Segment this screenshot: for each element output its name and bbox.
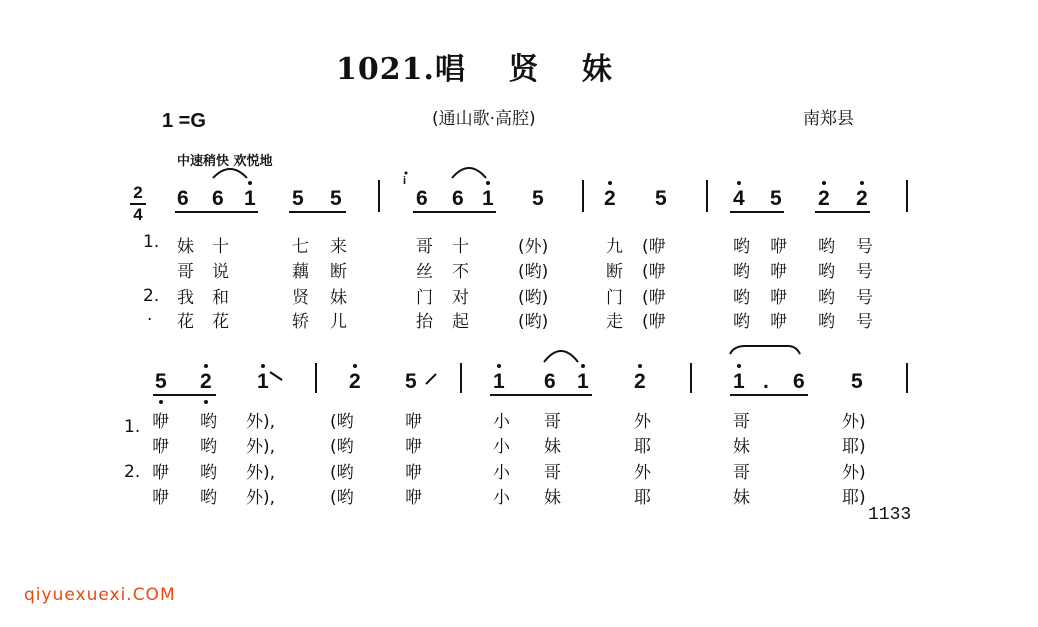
lyric-syllable: 外), bbox=[246, 463, 276, 483]
tempo-marking: 中速稍快 欢悦地 bbox=[177, 154, 273, 169]
lyric-syllable: 妹 bbox=[544, 437, 561, 457]
lyric-syllable: 哥 bbox=[733, 463, 750, 483]
note: 1 bbox=[577, 370, 589, 393]
lyric-syllable: (哟 bbox=[330, 437, 354, 457]
lyric-syllable: 花 bbox=[177, 312, 194, 332]
lyric-syllable: 妹 bbox=[177, 237, 194, 257]
lyric-syllable: 起 bbox=[452, 312, 469, 332]
note: 6 bbox=[452, 187, 464, 210]
lyric-syllable: 耶) bbox=[842, 437, 866, 457]
lyric-syllable: 妹 bbox=[733, 488, 750, 508]
lyric-syllable: 耶) bbox=[842, 488, 866, 508]
lyric-syllable: 七 bbox=[292, 237, 309, 257]
lyric-syllable: 哟 bbox=[733, 312, 750, 332]
verse-label: 2. bbox=[124, 462, 141, 482]
note: 5 bbox=[655, 187, 667, 210]
lyric-syllable: 咿 bbox=[152, 488, 169, 508]
lyric-syllable: 外) bbox=[842, 463, 866, 483]
verse-label: 2. bbox=[143, 286, 160, 306]
lyric-syllable: 哥 bbox=[544, 463, 561, 483]
lyric-syllable: 哟 bbox=[818, 237, 835, 257]
lyric-syllable: 哥 bbox=[177, 262, 194, 282]
genre-label: (通山歌·高腔) bbox=[432, 109, 536, 129]
lyric-syllable: 哟 bbox=[200, 463, 217, 483]
note: 6 bbox=[793, 370, 805, 393]
note: 1 bbox=[733, 370, 745, 393]
lyric-syllable: 哟 bbox=[733, 288, 750, 308]
note: 1 bbox=[257, 370, 269, 393]
verse-label: 1. bbox=[124, 417, 141, 437]
lyric-syllable: 说 bbox=[212, 262, 229, 282]
lyric-syllable: (哟 bbox=[330, 412, 354, 432]
lyric-syllable: 十 bbox=[212, 237, 229, 257]
lyric-syllable: 号 bbox=[856, 262, 873, 282]
lyric-syllable: 咿 bbox=[405, 463, 422, 483]
lyric-syllable: 不 bbox=[452, 262, 469, 282]
verse-label: · bbox=[147, 310, 153, 330]
lyric-syllable: (哟 bbox=[330, 463, 354, 483]
lyric-syllable: 门 bbox=[606, 288, 623, 308]
note: 2 bbox=[818, 187, 830, 210]
lyric-syllable: 耶 bbox=[634, 437, 651, 457]
lyric-syllable: 咿 bbox=[405, 437, 422, 457]
lyric-syllable: (哟 bbox=[330, 488, 354, 508]
note: 5 bbox=[292, 187, 304, 210]
note: 2 bbox=[604, 187, 616, 210]
lyric-syllable: 小 bbox=[493, 488, 510, 508]
lyric-syllable: 咿 bbox=[152, 412, 169, 432]
lyric-syllable: 咿 bbox=[770, 262, 787, 282]
lyric-syllable: 咿 bbox=[405, 488, 422, 508]
lyric-syllable: 咿 bbox=[152, 463, 169, 483]
lyric-syllable: (咿 bbox=[642, 288, 666, 308]
lyric-syllable: 儿 bbox=[330, 312, 347, 332]
lyric-syllable: 小 bbox=[493, 412, 510, 432]
lyric-syllable: 对 bbox=[452, 288, 469, 308]
lyric-syllable: 妹 bbox=[330, 288, 347, 308]
lyric-syllable: 哥 bbox=[544, 412, 561, 432]
lyric-syllable: 和 bbox=[212, 288, 229, 308]
note: 5 bbox=[851, 370, 863, 393]
lyric-syllable: (咿 bbox=[642, 262, 666, 282]
lyric-syllable: 轿 bbox=[292, 312, 309, 332]
time-signature-top: 2 bbox=[133, 183, 143, 202]
lyric-syllable: (哟) bbox=[518, 312, 549, 332]
lyric-syllable: 走 bbox=[606, 312, 623, 332]
lyric-syllable: 咿 bbox=[770, 288, 787, 308]
note: 2 bbox=[349, 370, 361, 393]
lyric-syllable: 外) bbox=[842, 412, 866, 432]
lyric-syllable: 外), bbox=[246, 437, 276, 457]
lyric-syllable: (哟) bbox=[518, 262, 549, 282]
lyric-syllable: 哟 bbox=[818, 312, 835, 332]
note: . bbox=[763, 370, 769, 393]
lyric-syllable: 哥 bbox=[416, 237, 433, 257]
note: 5 bbox=[330, 187, 342, 210]
note: 4 bbox=[733, 187, 745, 210]
lyric-syllable: 来 bbox=[330, 237, 347, 257]
lyric-syllable: (外) bbox=[518, 237, 549, 257]
note: 2 bbox=[634, 370, 646, 393]
lyric-syllable: 丝 bbox=[416, 262, 433, 282]
lyric-syllable: 咿 bbox=[770, 237, 787, 257]
note: 6 bbox=[177, 187, 189, 210]
lyric-syllable: 抬 bbox=[416, 312, 433, 332]
lyric-syllable: 咿 bbox=[405, 412, 422, 432]
lyric-syllable: 号 bbox=[856, 312, 873, 332]
lyric-syllable: 断 bbox=[606, 262, 623, 282]
lyric-syllable: (哟) bbox=[518, 288, 549, 308]
note: 6 bbox=[544, 370, 556, 393]
lyric-syllable: 哟 bbox=[200, 488, 217, 508]
lyric-syllable: 咿 bbox=[152, 437, 169, 457]
lyric-syllable: 号 bbox=[856, 237, 873, 257]
note: 5 bbox=[532, 187, 544, 210]
lyric-syllable: 门 bbox=[416, 288, 433, 308]
lyric-syllable: 外 bbox=[634, 463, 651, 483]
lyric-syllable: (咿 bbox=[642, 237, 666, 257]
note: 2 bbox=[200, 370, 212, 393]
lyric-syllable: 哟 bbox=[818, 262, 835, 282]
note: 2 bbox=[856, 187, 868, 210]
time-signature-bottom: 4 bbox=[133, 205, 143, 224]
lyric-syllable: 号 bbox=[856, 288, 873, 308]
lyric-syllable: 外 bbox=[634, 412, 651, 432]
lyric-syllable: 妹 bbox=[544, 488, 561, 508]
lyric-syllable: 我 bbox=[177, 288, 194, 308]
lyric-syllable: 咿 bbox=[770, 312, 787, 332]
lyric-syllable: 妹 bbox=[733, 437, 750, 457]
lyric-syllable: 花 bbox=[212, 312, 229, 332]
lyric-syllable: 哟 bbox=[200, 412, 217, 432]
lyric-syllable: 断 bbox=[330, 262, 347, 282]
verse-label: 1. bbox=[143, 232, 160, 252]
note: 5 bbox=[405, 370, 417, 393]
lyric-syllable: 九 bbox=[606, 237, 623, 257]
lyric-syllable: 外), bbox=[246, 412, 276, 432]
lyric-syllable: 外), bbox=[246, 488, 276, 508]
lyric-syllable: 小 bbox=[493, 463, 510, 483]
page-number: 1133 bbox=[868, 505, 912, 525]
lyric-syllable: 贤 bbox=[292, 288, 309, 308]
lyric-syllable: 小 bbox=[493, 437, 510, 457]
lyric-syllable: 耶 bbox=[634, 488, 651, 508]
region-label: 南郑县 bbox=[803, 109, 854, 129]
note: 1 bbox=[493, 370, 505, 393]
note: 1 bbox=[244, 187, 256, 210]
lyric-syllable: 哥 bbox=[733, 412, 750, 432]
lyric-syllable: 哟 bbox=[733, 262, 750, 282]
note: 1 bbox=[482, 187, 494, 210]
lyric-syllable: 藕 bbox=[292, 262, 309, 282]
note: 6 bbox=[416, 187, 428, 210]
lyric-syllable: 哟 bbox=[818, 288, 835, 308]
note: 6 bbox=[212, 187, 224, 210]
lyric-syllable: 十 bbox=[452, 237, 469, 257]
watermark: qiyuexuexi.COM bbox=[24, 585, 176, 605]
lyric-syllable: 哟 bbox=[200, 437, 217, 457]
key-signature: 1 =G bbox=[162, 110, 206, 132]
svg-text:i: i bbox=[403, 175, 407, 187]
song-title: 1021.唱 贤 妹 bbox=[336, 52, 613, 87]
lyric-syllable: 哟 bbox=[733, 237, 750, 257]
lyric-syllable: (咿 bbox=[642, 312, 666, 332]
note: 5 bbox=[770, 187, 782, 210]
note: 5 bbox=[155, 370, 167, 393]
